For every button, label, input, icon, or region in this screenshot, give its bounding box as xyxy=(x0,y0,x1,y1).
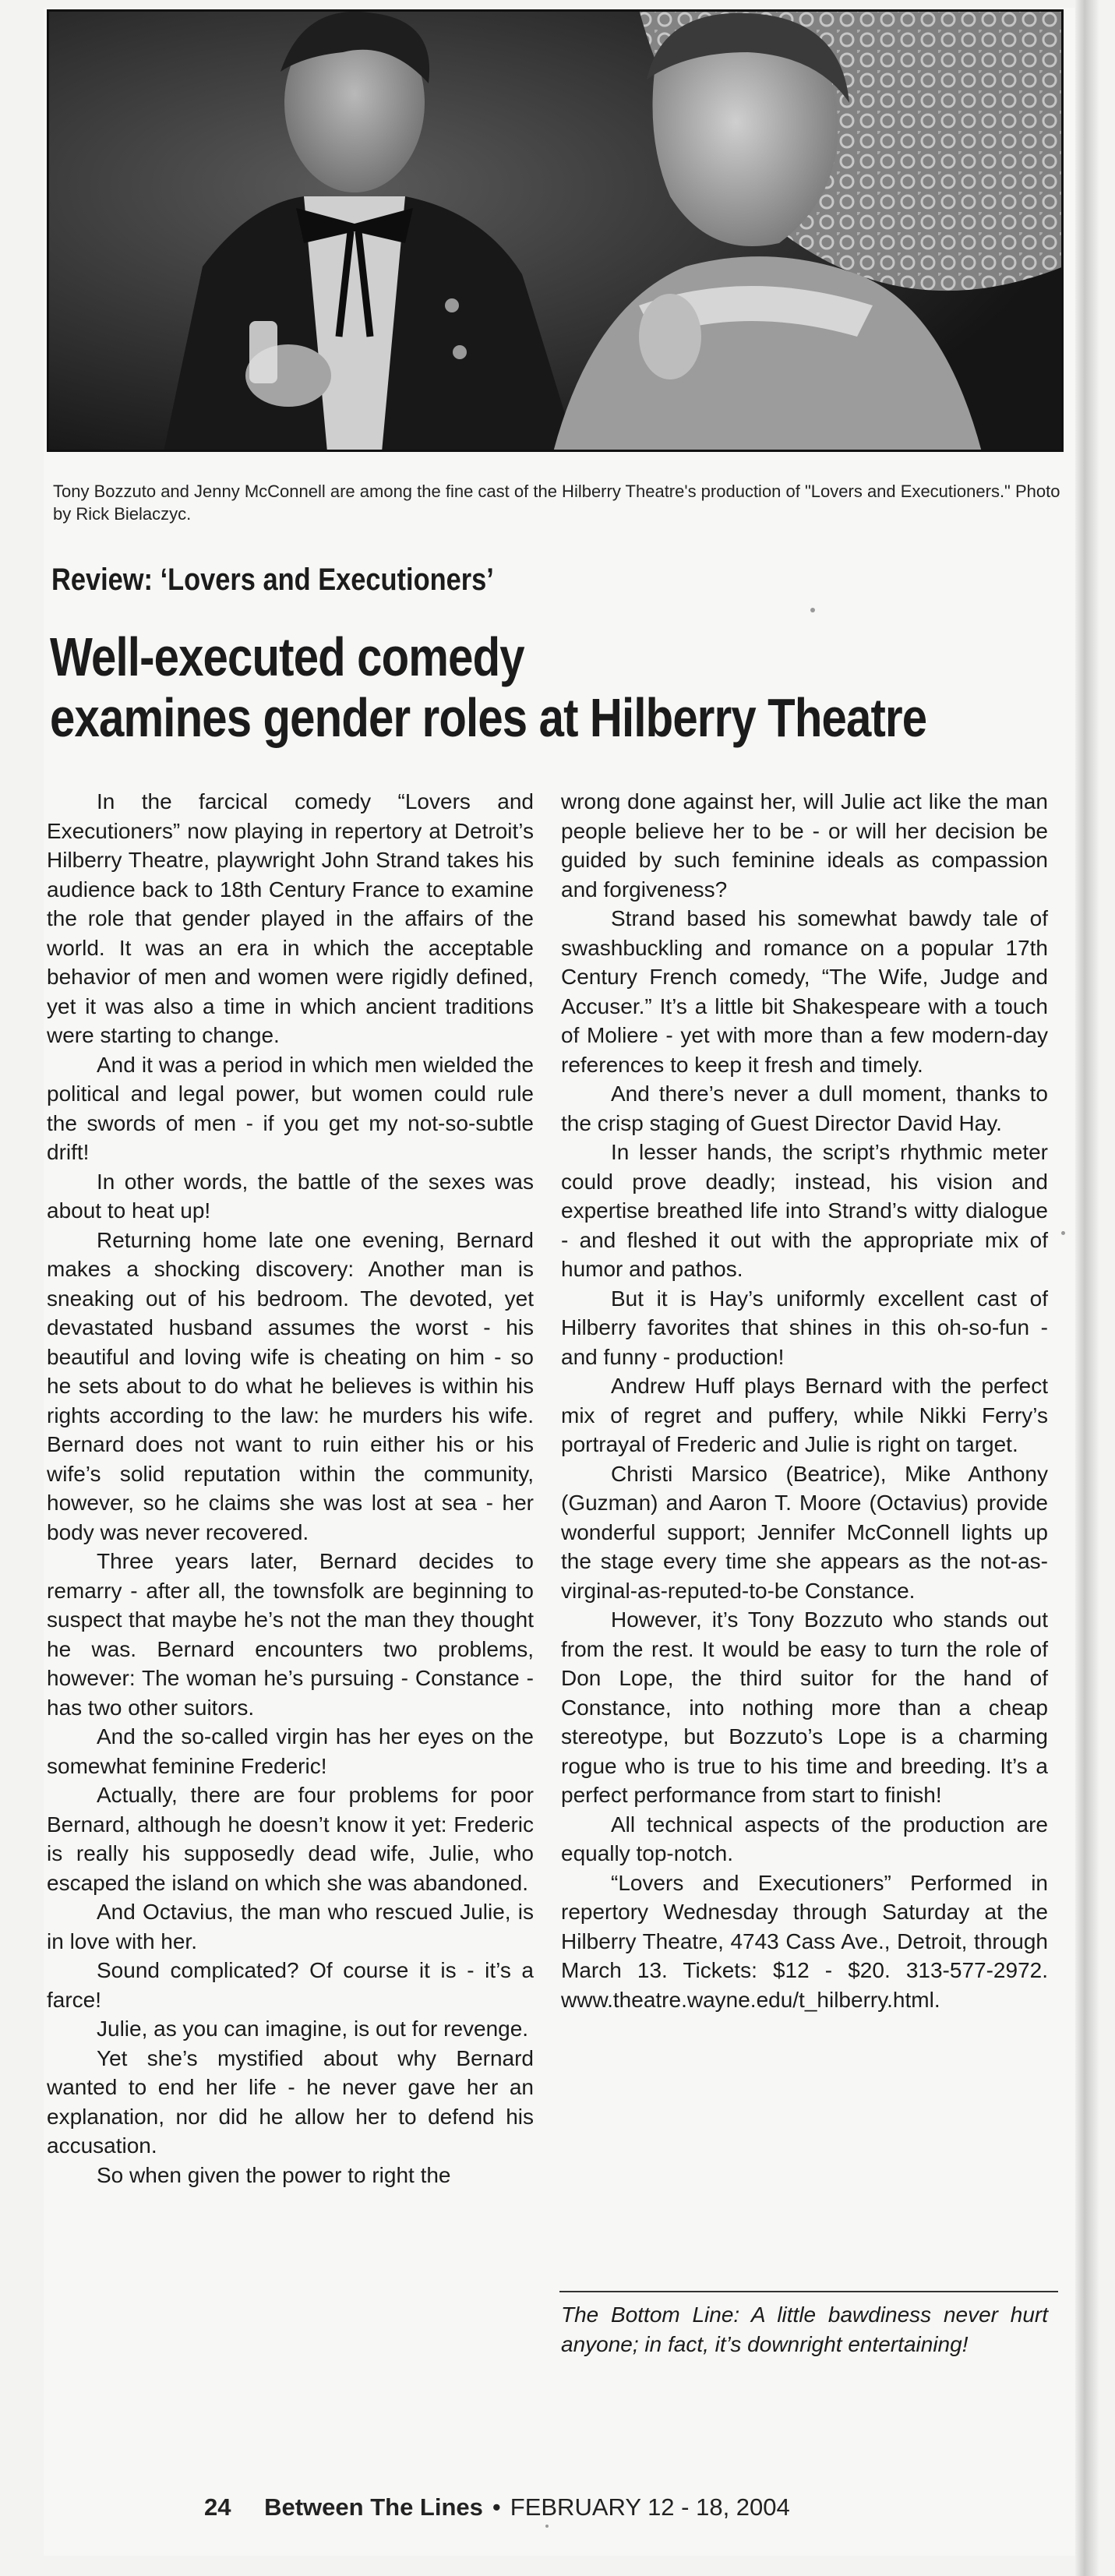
paragraph: Strand based his somewhat bawdy tale of swashbuckling and romance on a popular 17th Century French comedy, “The Wife, Judge and Accuser.” It’s a little bit Shakespeare with a touch of Moliere - yet with more than a few modern-day references to keep it fresh and timely. xyxy=(561,906,1048,1077)
paragraph: And Octavius, the man who rescued Julie, is in love with her. xyxy=(47,1900,534,1953)
paragraph: All technical aspects of the production are equally top-notch. xyxy=(561,1812,1048,1865)
paragraph: Julie, as you can imagine, is out for revenge. xyxy=(97,2017,529,2041)
headline xyxy=(50,626,1020,748)
paragraph: Sound complicated? Of course it is - it’s a farce! xyxy=(47,1958,534,2012)
bottom-line-summary: The Bottom Line: A little bawdiness never hurt anyone; in fact, it’s downright entertaining! xyxy=(561,2303,1048,2356)
paragraph: Returning home late one evening, Bernard makes a shocking discovery: Another man is sneaking out of his bedroom. The devoted, yet devastated husband assumes the worst - his beautiful and loving wife is cheating on him - so he sets about to do what he believes is within his rights according to the law: he murders his wife. Bernard does not want to ruin either his or his wife’s solid reputation within the community, however, so he claims she was lost at sea - her body was never recovered. xyxy=(47,1227,534,1544)
paragraph: “Lovers and Executioners” Performed in repertory Wednesday through Saturday at the Hilberry Theatre, 4743 Cass Ave., Detroit, through March 13. Tickets: $12 - $20. 313-577-2972. www.theatre.wayne.edu/t_hilberry.html. xyxy=(561,1870,1048,2012)
paragraph: But it is Hay’s uniformly excellent cast of Hilberry favorites that shines in this oh-so-fun - and funny - production! xyxy=(561,1286,1048,1369)
photo-image xyxy=(47,9,1064,452)
paragraph: However, it’s Tony Bozzuto who stands out from the rest. It would be easy to turn the role of Don Lope, the third suitor for the hand of Constance, into nothing more than a cheap stereotype, but Bozzuto’s Lope is a charming rogue who is true to his time and breeding. It’s a perfect performance from start to finish! xyxy=(561,1607,1048,1807)
page-number: 24 xyxy=(204,2493,231,2521)
scan-edge-shadow xyxy=(1075,0,1099,2576)
bottom-line-divider xyxy=(559,2291,1058,2292)
paragraph: In lesser hands, the script’s rhythmic meter could prove deadly; instead, his vision and expertise breathed life into Strand’s witty dialogue - and fleshed it out with the appropriate mix of humor and pathos. xyxy=(561,1140,1048,1281)
paragraph: Yet she’s mystified about why Bernard wanted to end her life - he never gave her an explanation, nor did he allow her to defend his accusation. xyxy=(47,2045,534,2158)
page-footer xyxy=(204,2493,790,2521)
scan-speck xyxy=(810,608,815,612)
paragraph: And there’s never a dull moment, thanks to the crisp staging of Guest Director David Hay. xyxy=(561,1082,1048,1135)
article-column-left xyxy=(47,787,534,2190)
production-photo xyxy=(47,9,1064,452)
paragraph: Actually, there are four problems for poor Bernard, although he doesn’t know it yet: Frederic is really his supposedly dead wife, Julie, who escaped the island on which she was abandoned. xyxy=(47,1783,534,1895)
bullet-separator: • xyxy=(492,2493,501,2521)
paragraph: So when given the power to right the xyxy=(97,2162,451,2187)
paragraph: Three years later, Bernard decides to remarry - after all, the townsfolk are beginning to suspect that maybe he’s not the man they thought he was. Bernard encounters two problems, however: The woman he’s pursuing - Constance - has two other suitors. xyxy=(47,1549,534,1720)
headline-line-1: Well-executed comedy xyxy=(50,626,524,687)
photo-caption: Tony Bozzuto and Jenny McConnell are among the fine cast of the Hilberry Theatre's production of "Lovers and Executioners." Photo by Rick Bielaczyc. xyxy=(53,482,1060,524)
headline-line-2: examines gender roles at Hilberry Theatre xyxy=(50,687,927,748)
issue-date: FEBRUARY 12 - 18, 2004 xyxy=(510,2493,790,2521)
paragraph: And the so-called virgin has her eyes on the somewhat feminine Frederic! xyxy=(47,1724,534,1778)
paragraph: Christi Marsico (Beatrice), Mike Anthony (Guzman) and Aaron T. Moore (Octavius) provide wonderful support; Jennifer McConnell lights up the stage every time she appears as the not-as-virginal-as-reputed-to-be Constance. xyxy=(561,1461,1048,1603)
publication-name: Between The Lines xyxy=(264,2493,483,2521)
paragraph: In other words, the battle of the sexes was about to heat up! xyxy=(47,1169,534,1223)
article-column-right xyxy=(561,787,1048,2014)
review-kicker: Review: ‘Lovers and Executioners’ xyxy=(51,563,494,597)
scan-speck xyxy=(1061,1231,1065,1235)
paragraph-continued: wrong done against her, will Julie act like the man people believe her to be - or will her decision be guided by such feminine ideals as compassion and forgiveness? xyxy=(561,789,1048,902)
paragraph: In the farcical comedy “Lovers and Executioners” now playing in repertory at Detroit’s Hilberry Theatre, playwright John Strand takes his audience back to 18th Century France to examine the role that gender played in the affairs of the world. It was an era in which the acceptable behavior of men and women were rigidly defined, yet it was also a time in which ancient traditions were starting to change. xyxy=(47,789,534,1047)
paragraph: And it was a period in which men wielded the political and legal power, but women could rule the swords of men - if you get my not-so-subtle drift! xyxy=(47,1052,534,1164)
paragraph: Andrew Huff plays Bernard with the perfect mix of regret and puffery, while Nikki Ferry’s portrayal of Frederic and Julie is right on target. xyxy=(561,1374,1048,1456)
scan-speck xyxy=(545,2525,549,2528)
